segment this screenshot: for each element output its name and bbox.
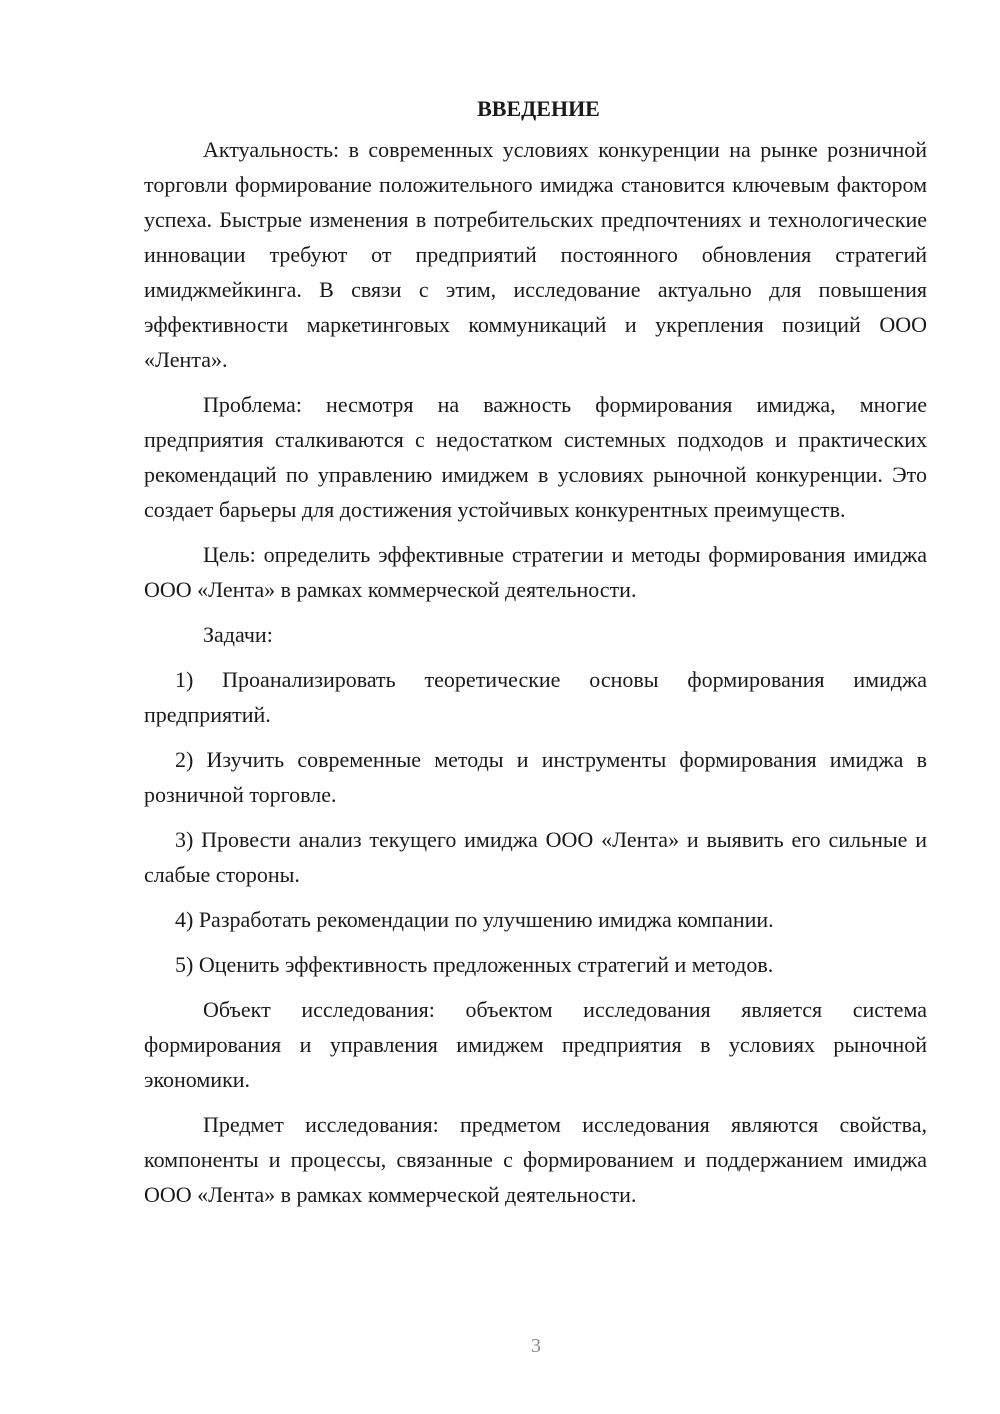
- goal-paragraph: Цель: определить эффективные стратегии и методы формирования имиджа ООО «Лента» в рамках коммерческой деятельности.: [144, 542, 927, 602]
- task-item-1: 1) Проанализировать теоретические основы формирования имиджа предприятий.: [144, 667, 927, 727]
- task-item-2: 2) Изучить современные методы и инструменты формирования имиджа в розничной торговле.: [144, 747, 927, 807]
- tasks-heading: Задачи:: [203, 622, 273, 647]
- task-item-5: 5) Оценить эффективность предложенных стратегий и методов.: [175, 952, 774, 977]
- task-item-3: 3) Провести анализ текущего имиджа ООО «Лента» и выявить его сильные и слабые стороны.: [144, 827, 927, 887]
- page-number: 3: [531, 1335, 541, 1357]
- problem-paragraph: Проблема: несмотря на важность формирования имиджа, многие предприятия сталкиваются с недостатком системных подходов и практических рекомендаций по управлению имиджем в условиях рыночной конкуренции. Это создает барьеры для достижения устойчивых конкурентных преимуществ.: [144, 392, 927, 522]
- document-page: [144, 92, 927, 1212]
- object-paragraph: Объект исследования: объектом исследования является система формирования и управления имиджем предприятия в условиях рыночной экономики.: [144, 997, 927, 1092]
- task-item-4: 4) Разработать рекомендации по улучшению имиджа компании.: [175, 907, 774, 932]
- subject-paragraph: Предмет исследования: предметом исследования являются свойства, компоненты и процессы, связанные с формированием и поддержанием имиджа ООО «Лента» в рамках коммерческой деятельности.: [144, 1112, 927, 1207]
- relevance-paragraph: Актуальность: в современных условиях конкуренции на рынке розничной торговли формирование положительного имиджа становится ключевым фактором успеха. Быстрые изменения в потребительских предпочтениях и технологические инновации требуют от предприятий постоянного обновления стратегий имиджмейкинга. В связи с этим, исследование актуально для повышения эффективности маркетинговых коммуникаций и укрепления позиций ООО «Лента».: [144, 137, 927, 372]
- page-title: ВВЕДЕНИЕ: [477, 96, 600, 121]
